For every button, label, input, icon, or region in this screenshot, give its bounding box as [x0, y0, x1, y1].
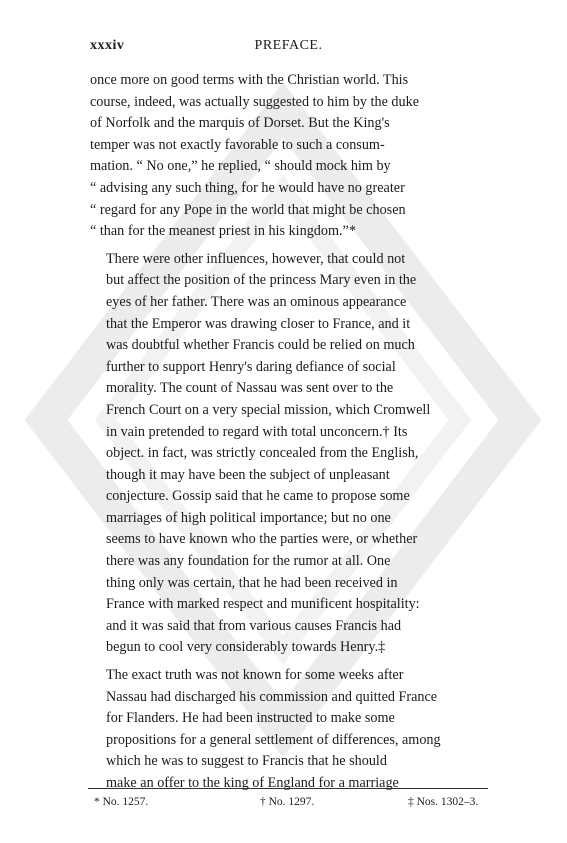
text-line: “ advising any such thing, for he would have no greater — [90, 179, 405, 196]
body-text — [90, 70, 487, 795]
text-line: Nassau had discharged his commission and quitted France — [106, 688, 438, 705]
text-line: seems to have known who the parties were, or whether — [106, 531, 418, 548]
text-line: further to support Henry's daring defiance of social — [106, 358, 396, 375]
paragraph-1 — [90, 70, 487, 243]
text-line: “ regard for any Pope in the world that might be chosen — [90, 201, 406, 218]
text-line: in vain pretended to regard with total unconcern.† Its — [106, 423, 408, 440]
text-line: that the Emperor was drawing closer to France, and it — [106, 315, 411, 332]
text-line: begun to cool very considerably towards Henry.‡ — [106, 639, 386, 656]
text-line: and it was said that from various causes Francis had — [106, 617, 402, 634]
page-number: xxxiv — [90, 38, 125, 53]
footnote-divider — [88, 788, 488, 789]
text-line: thing only was certain, that he had been received in — [106, 574, 398, 591]
text-line: morality. The count of Nassau was sent over to the — [106, 380, 394, 397]
text-line: conjecture. Gossip said that he came to propose some — [106, 488, 410, 505]
footnote-2: † No. 1297. — [260, 796, 315, 808]
text-line: but affect the position of the princess Mary even in the — [106, 272, 417, 289]
paragraph-3 — [90, 665, 487, 795]
text-line: make an offer to the king of England for a marriage — [106, 775, 399, 791]
text-line: The exact truth was not known for some weeks after — [106, 667, 404, 684]
text-line: “ than for the meanest priest in his kingdom.”* — [90, 223, 356, 240]
text-line: France with marked respect and munificent hospitality: — [106, 596, 420, 613]
footnote-1: * No. 1257. — [94, 796, 149, 808]
page-title: PREFACE. — [254, 38, 323, 53]
footnote-3: ‡ Nos. 1302–3. — [408, 796, 479, 808]
text-line: once more on good terms with the Christian world. This — [90, 72, 409, 88]
text-line: for Flanders. He had been instructed to make some — [106, 710, 395, 727]
text-line: of Norfolk and the marquis of Dorset. But the King's — [90, 115, 390, 132]
footnotes — [90, 796, 487, 814]
text-line: propositions for a general settlement of differences, among — [106, 731, 441, 748]
text-line: was doubtful whether Francis could be relied on much — [106, 337, 415, 354]
text-line: course, indeed, was actually suggested to him by the duke — [90, 93, 419, 110]
text-line: which he was to suggest to Francis that he should — [106, 753, 387, 770]
text-line: mation. “ No one,” he replied, “ should mock him by — [90, 158, 391, 175]
text-line: marriages of high political importance; but no one — [106, 509, 391, 526]
text-line: object. in fact, was strictly concealed from the English, — [106, 445, 419, 462]
text-line: though it may have been the subject of unpleasant — [106, 466, 390, 483]
paragraph-2 — [90, 249, 487, 659]
text-line: French Court on a very special mission, which Cromwell — [106, 401, 431, 418]
text-line: there was any foundation for the rumor at all. One — [106, 553, 391, 570]
page-header — [90, 38, 487, 58]
text-line: There were other influences, however, that could not — [106, 250, 406, 267]
text-line: eyes of her father. There was an ominous appearance — [106, 293, 407, 310]
text-line: temper was not exactly favorable to such a consum- — [90, 136, 385, 153]
